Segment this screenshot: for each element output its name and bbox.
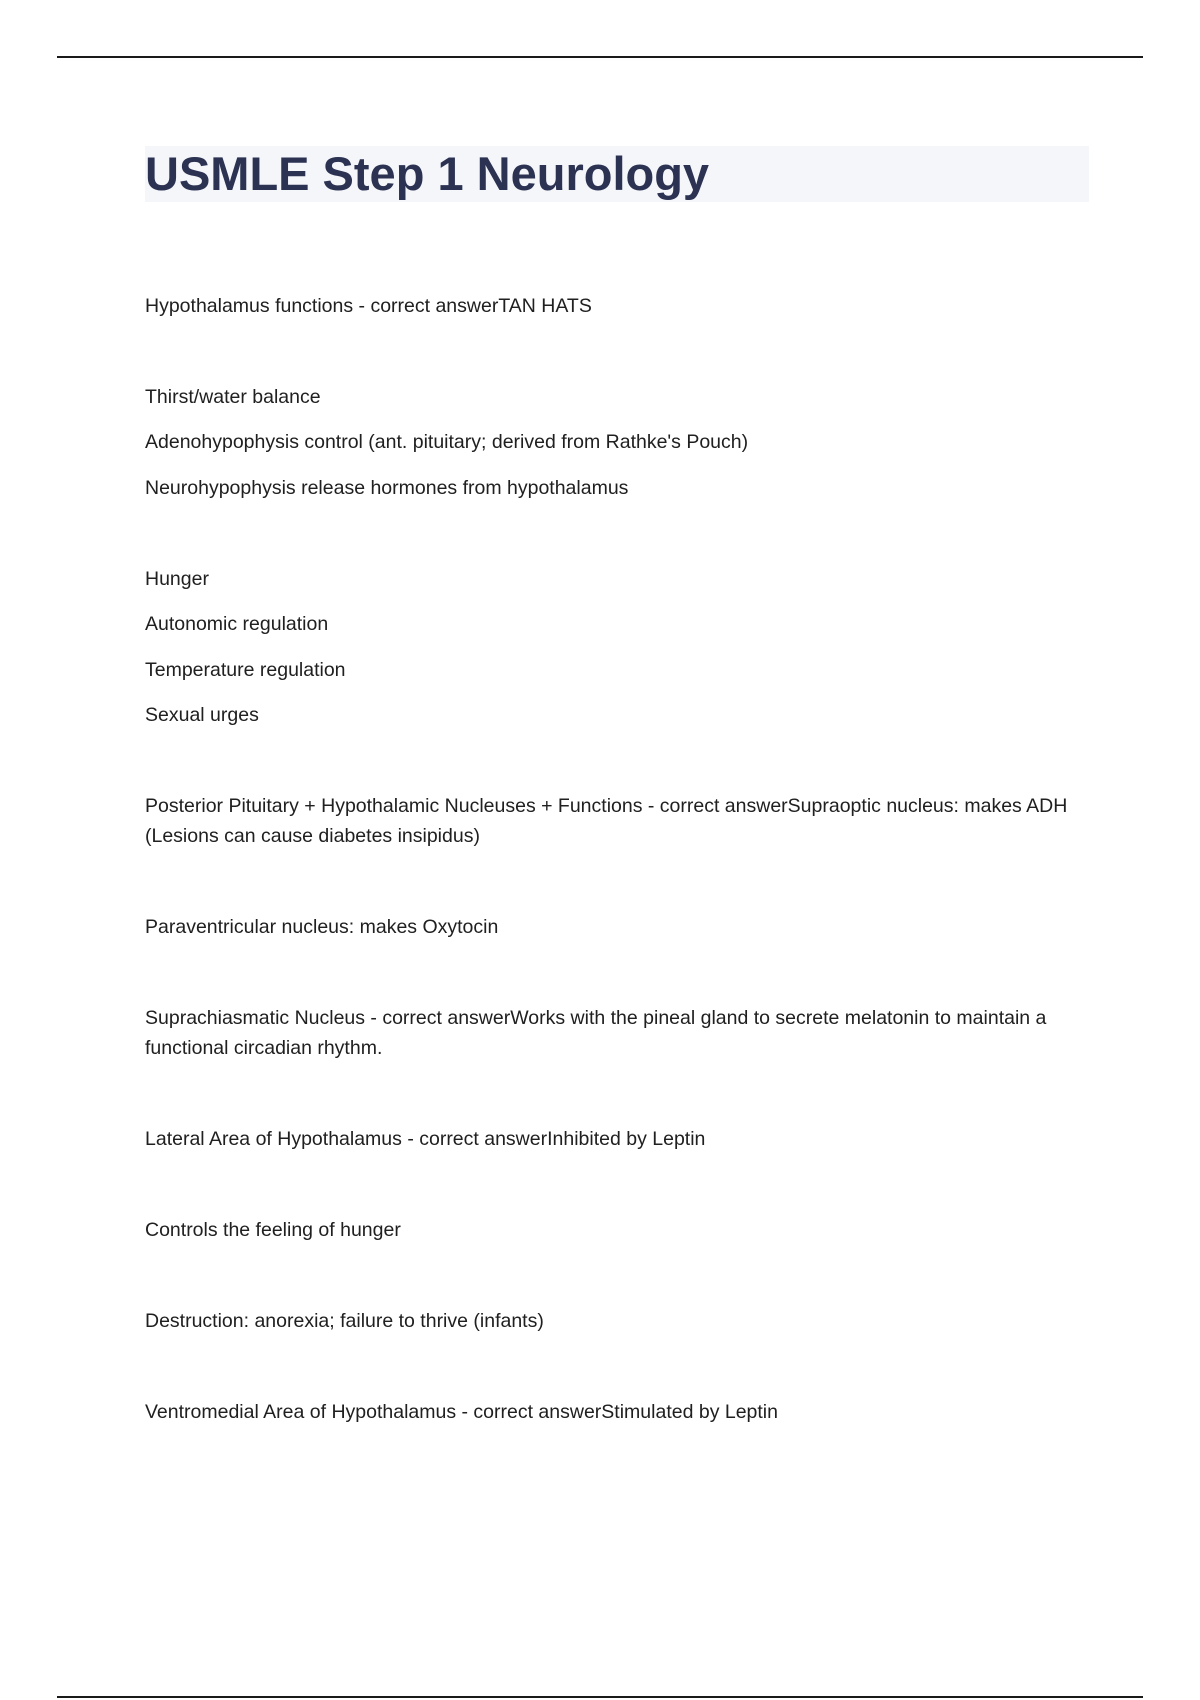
text-line: Hunger: [145, 568, 209, 590]
text-line: Neurohypophysis release hormones from hypothalamus: [145, 477, 629, 499]
page-title: USMLE Step 1 Neurology: [145, 147, 710, 200]
text-line: Temperature regulation: [145, 659, 346, 681]
text-line: Adenohypophysis control (ant. pituitary; derived from Rathke's Pouch): [145, 431, 749, 453]
text-line: Controls the feeling of hunger: [145, 1219, 401, 1241]
text-line: Autonomic regulation: [145, 613, 329, 635]
text-line: Thirst/water balance: [145, 386, 321, 408]
top-rule: [57, 56, 1143, 58]
text-line: Posterior Pituitary + Hypothalamic Nucleuses + Functions - correct answerSupraoptic nucleus: makes ADH (Lesions can cause diabetes insipidus): [145, 795, 1068, 847]
text-line: Destruction: anorexia; failure to thrive (infants): [145, 1310, 544, 1332]
text-line: Lateral Area of Hypothalamus - correct answerInhibited by Leptin: [145, 1128, 706, 1150]
text-line: Suprachiasmatic Nucleus - correct answerWorks with the pineal gland to secrete melatonin to maintain a functional circadian rhythm.: [145, 1007, 1047, 1059]
bottom-rule: [57, 1696, 1143, 1698]
text-line: Paraventricular nucleus: makes Oxytocin: [145, 916, 499, 938]
text-line: Ventromedial Area of Hypothalamus - correct answerStimulated by Leptin: [145, 1401, 778, 1423]
text-line: Sexual urges: [145, 704, 259, 726]
text-line: Hypothalamus functions - correct answerTAN HATS: [145, 295, 592, 317]
